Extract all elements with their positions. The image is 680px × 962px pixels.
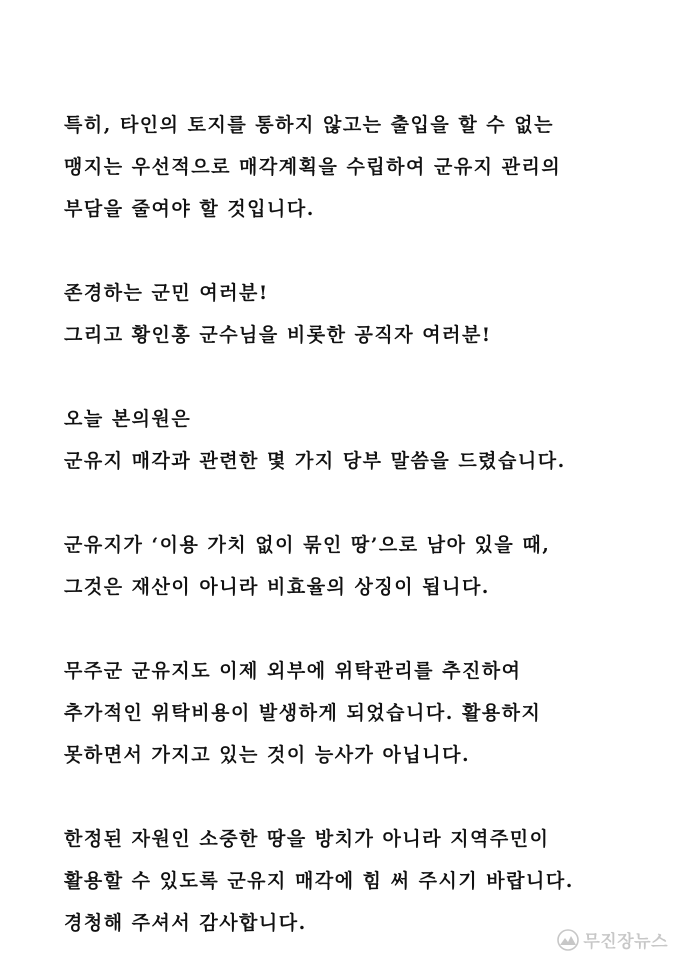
paragraph-gap <box>64 776 644 818</box>
text-line: 경청해 주셔서 감사합니다. <box>64 912 307 934</box>
paragraph-5 <box>64 650 644 776</box>
paragraph-6 <box>64 818 644 944</box>
paragraph-gap <box>64 356 644 398</box>
paragraph-4 <box>64 524 644 608</box>
text-line: 오늘 본의원은 <box>64 408 192 430</box>
text-line: 못하면서 가지고 있는 것이 능사가 아닙니다. <box>64 744 471 766</box>
text-line: 무주군 군유지도 이제 외부에 위탁관리를 추진하여 <box>64 660 522 682</box>
paragraph-1 <box>64 104 644 230</box>
paragraph-gap <box>64 608 644 650</box>
text-line: 그리고 황인홍 군수님을 비롯한 공직자 여러분! <box>64 324 492 346</box>
text-line: 군유지가 ‘이용 가치 없이 묶인 땅’으로 남아 있을 때, <box>64 534 551 556</box>
paragraph-3 <box>64 398 644 482</box>
paragraph-gap <box>64 482 644 524</box>
text-line: 특히, 타인의 토지를 통하지 않고는 출입을 할 수 없는 <box>64 114 554 136</box>
text-line: 한정된 자원인 소중한 땅을 방치가 아니라 지역주민이 <box>64 828 550 850</box>
text-line: 군유지 매각과 관련한 몇 가지 당부 말씀을 드렸습니다. <box>64 450 566 472</box>
watermark-text: 무진장뉴스 <box>583 932 668 952</box>
news-watermark <box>557 927 668 952</box>
text-line: 그것은 재산이 아니라 비효율의 상징이 됩니다. <box>64 576 490 598</box>
text-line: 맹지는 우선적으로 매각계획을 수립하여 군유지 관리의 <box>64 156 562 178</box>
text-line: 활용할 수 있도록 군유지 매각에 힘 써 주시기 바랍니다. <box>64 870 574 892</box>
text-line: 존경하는 군민 여러분! <box>64 282 269 304</box>
paragraph-gap <box>64 230 644 272</box>
paragraph-2 <box>64 272 644 356</box>
speech-text-body <box>64 104 644 944</box>
text-line: 부담을 줄여야 할 것입니다. <box>64 198 315 220</box>
text-line: 추가적인 위탁비용이 발생하게 되었습니다. 활용하지 <box>64 702 542 724</box>
mountain-logo-icon <box>557 929 579 951</box>
